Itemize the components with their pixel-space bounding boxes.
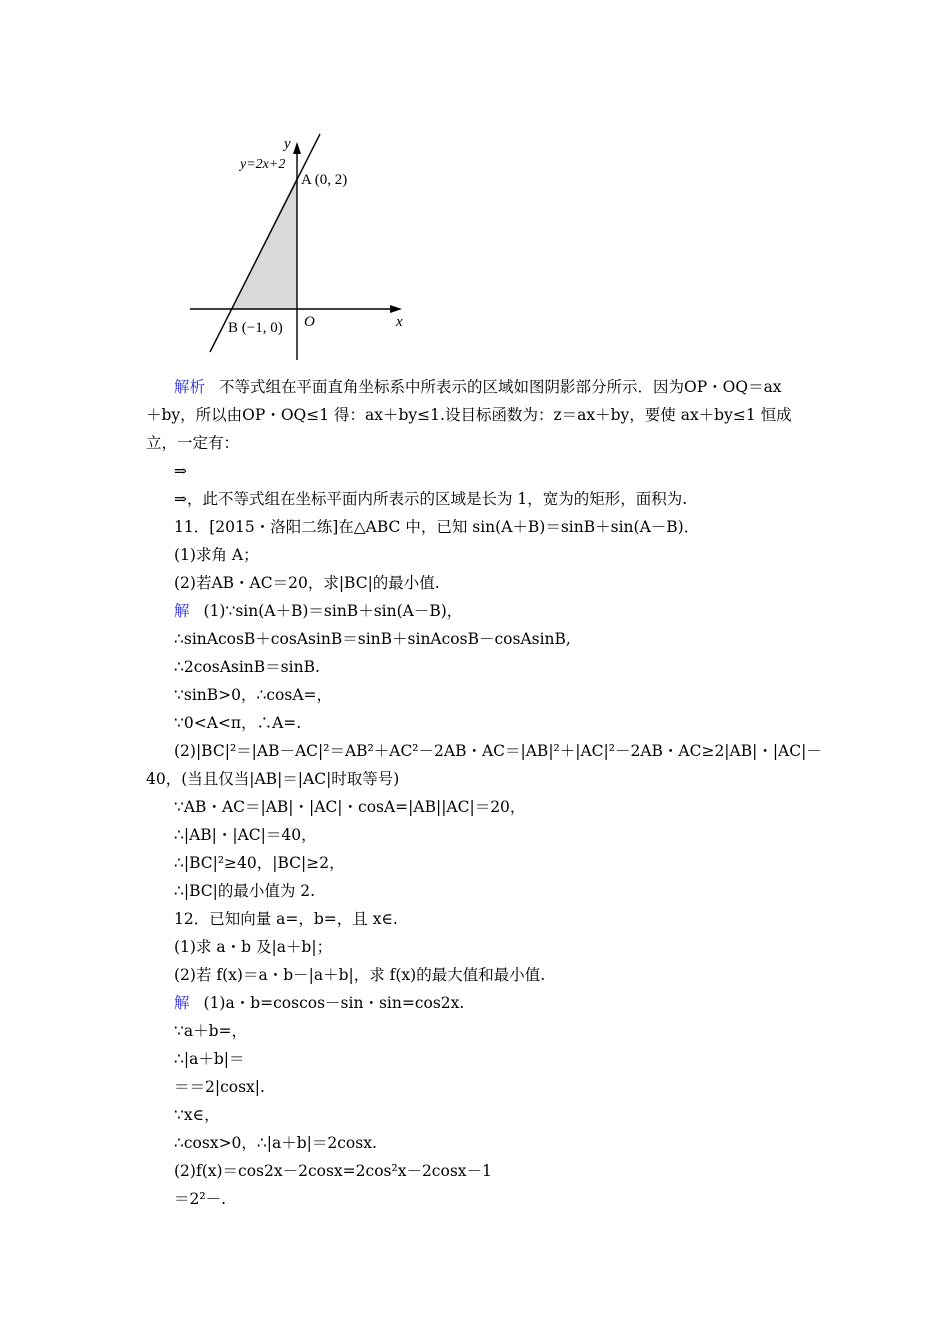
solution-keyword: 解 [174, 994, 190, 1012]
problem-11-solution-7: 40，(当且仅当|AB|＝|AC|时取等号) [146, 770, 400, 788]
problem-12-question-1: (1)求 a・b 及|a＋b|； [174, 938, 333, 956]
problem-11-solution-6: (2)|BC|²＝|AB－AC|²＝AB²＋AC²－2AB・AC＝|AB|²＋|AC|²－2AB・AC≥2|AB|・|AC|－ [174, 742, 822, 760]
coordinate-plot [180, 128, 420, 360]
solution-text: (1)a・b=coscos－sin・sin=cos2x. [203, 994, 465, 1012]
problem-11-solution-2: ∴sinAcosB＋cosAsinB＝sinB＋sinAcosB－cosAsinB, [174, 630, 571, 648]
x-axis-label: x [396, 314, 403, 330]
problem-11-solution-11: ∴|BC|的最小值为 2. [174, 882, 316, 900]
analysis-line-1 [174, 377, 782, 397]
line-equation-label: y=2x+2 [240, 157, 286, 172]
point-b-label: B (−1, 0) [228, 320, 283, 336]
region-figure [180, 128, 420, 360]
solution-keyword: 解 [174, 602, 190, 620]
analysis-text: 不等式组在平面直角坐标系中所表示的区域如图阴影部分所示．因为OP・OQ＝ax [219, 378, 782, 396]
solution-text: (1)∵sin(A＋B)＝sinB＋sin(A－B)， [203, 602, 463, 620]
analysis-line-5: ⇒，此不等式组在坐标平面内所表示的区域是长为 1，宽为的矩形，面积为. [174, 490, 688, 508]
problem-12-solution-6: ∴cosx>0，∴|a＋b|＝2cosx. [174, 1134, 377, 1152]
shaded-region [231, 176, 297, 309]
problem-11-solution-10: ∴|BC|²≥40，|BC|≥2， [174, 854, 345, 872]
problem-11-solution-1 [174, 601, 462, 621]
problem-11-title: 11．[2015・洛阳二练]在△ABC 中，已知 sin(A＋B)＝sinB＋sin(A－B)． [174, 518, 700, 536]
problem-12-question-2: (2)若 f(x)＝a・b－|a＋b|，求 f(x)的最大值和最小值. [174, 966, 546, 984]
y-axis-label: y [284, 136, 291, 152]
problem-12-solution-1 [174, 993, 464, 1013]
problem-12-solution-7: (2)f(x)＝cos2x－2cosx=2cos²x－2cosx－1 [174, 1162, 492, 1180]
analysis-line-4: ⇒ [174, 462, 187, 480]
problem-12-solution-2: ∵a＋b=， [174, 1022, 248, 1040]
analysis-keyword: 解析 [174, 378, 206, 396]
problem-12-solution-5: ∵x∈， [174, 1106, 220, 1124]
problem-12-solution-3: ∴|a＋b|＝ [174, 1050, 245, 1068]
problem-11-solution-3: ∴2cosAsinB＝sinB. [174, 658, 320, 676]
problem-11-question-2: (2)若AB・AC＝20，求|BC|的最小值. [174, 574, 440, 592]
y-axis-arrow-icon [293, 142, 301, 154]
problem-12-solution-4: ＝＝2|cosx|. [174, 1078, 265, 1096]
problem-11-solution-4: ∵sinB>0，∴cosA=， [174, 686, 333, 704]
problem-11-solution-8: ∵AB・AC＝|AB|・|AC|・cosA=|AB||AC|＝20， [174, 798, 526, 816]
origin-label: O [304, 314, 315, 330]
point-a-label: A (0, 2) [301, 172, 348, 188]
problem-11-solution-5: ∵0<A<π，∴A=. [174, 714, 302, 732]
x-axis-arrow-icon [390, 305, 402, 313]
problem-12-solution-8: ＝2²－. [174, 1190, 227, 1208]
problem-12-title: 12．已知向量 a=，b=，且 x∈. [174, 910, 398, 928]
analysis-line-2: ＋by，所以由OP・OQ≤1 得：ax＋by≤1.设目标函数为：z＝ax＋by，要使 ax＋by≤1 恒成 [146, 406, 792, 424]
problem-11-question-1: (1)求角 A； [174, 546, 259, 564]
analysis-line-3: 立，一定有： [146, 434, 240, 452]
problem-11-solution-9: ∴|AB|・|AC|＝40， [174, 826, 317, 844]
